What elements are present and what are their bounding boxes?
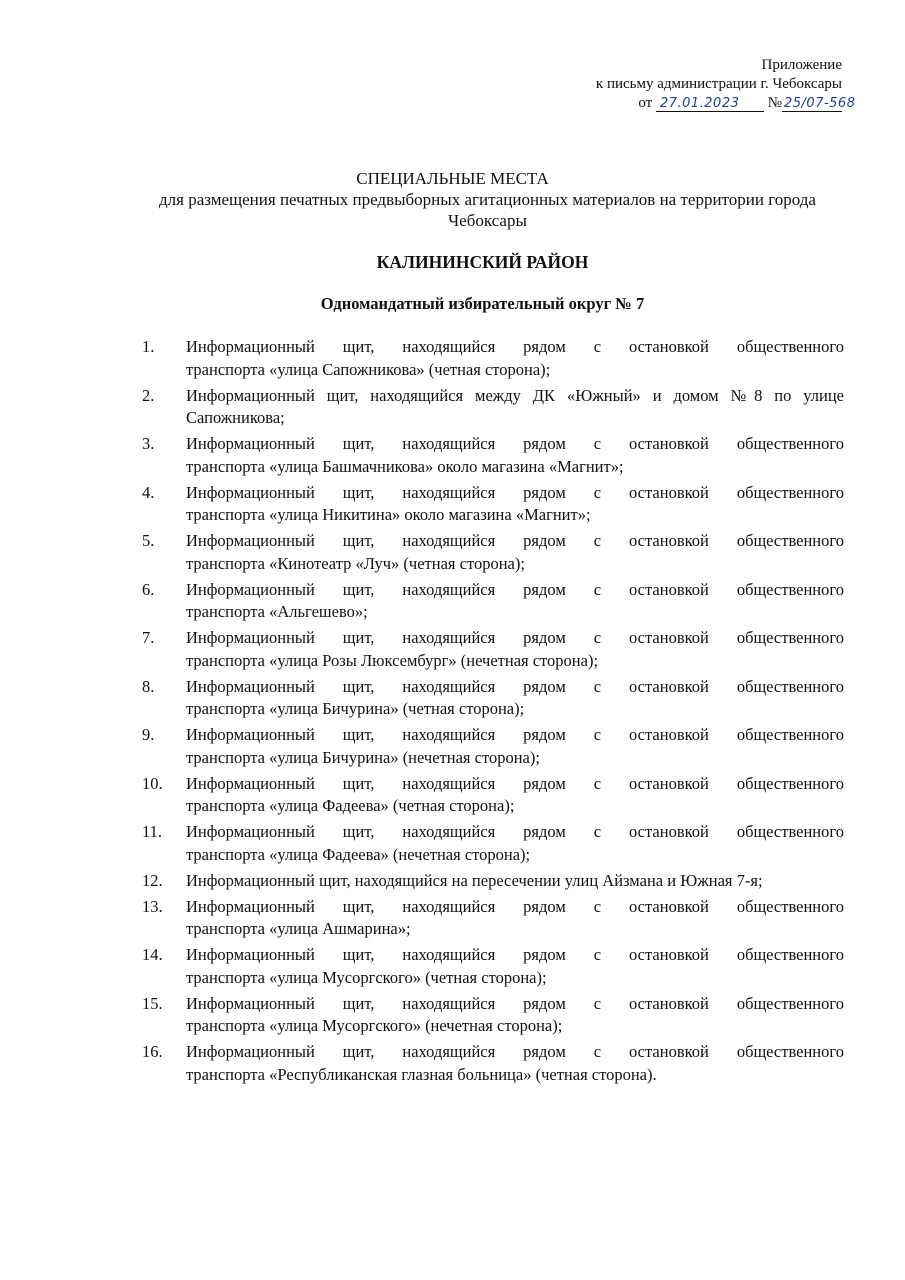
list-item-text-line1: Информационный щит, находящийся рядом с остановкой общественного [186, 725, 844, 744]
list-item [142, 993, 844, 1038]
list-item-text-line2: транспорта «улица Никитина» около магазина «Магнит»; [186, 505, 591, 524]
appendix-title: Приложение [761, 57, 842, 73]
list-item-number: 5. [142, 531, 155, 550]
list-item [142, 336, 844, 381]
appendix-block [595, 56, 856, 113]
list-item-text-line1: Информационный щит, находящийся рядом с остановкой общественного [186, 896, 844, 916]
list-item-text-line2: транспорта «улица Бичурина» (нечетная сторона); [186, 747, 540, 767]
list-item-text-line2: Сапожникова; [186, 408, 285, 427]
list-item [142, 676, 844, 721]
date-prefix: от [638, 95, 653, 111]
list-item-text-line2: транспорта «улица Башмачникова» около магазина «Магнит»; [186, 456, 624, 476]
list-item-text-line2: транспорта «улица Бичурина» (четная сторона); [186, 699, 525, 718]
list-item [142, 821, 844, 866]
list-item [142, 1041, 844, 1086]
number-prefix: № [767, 95, 782, 111]
list-item-number: 15. [142, 993, 163, 1013]
list-item-number: 9. [142, 725, 155, 744]
list-item-text-line2: транспорта «улица Фадеева» (четная сторона); [186, 796, 515, 815]
document-title: СПЕЦИАЛЬНЫЕ МЕСТА [356, 169, 549, 188]
handwritten-date: 27.01.2023 [656, 96, 764, 112]
list-item-number: 12. [142, 870, 163, 890]
list-item [142, 896, 844, 941]
appendix-letter-ref: к письму администрации г. Чебоксары [595, 76, 842, 92]
district-title: КАЛИНИНСКИЙ РАЙОН [376, 252, 589, 272]
list-item-number: 3. [142, 434, 155, 453]
list-item-text-line1: Информационный щит, находящийся рядом с остановкой общественного [186, 628, 844, 647]
list-item-number: 6. [142, 579, 155, 599]
list-item-text-line1: Информационный щит, находящийся на пересечении улиц Айзмана и Южная 7-я; [186, 870, 763, 890]
list-item-number: 16. [142, 1042, 163, 1061]
list-item-text-line1: Информационный щит, находящийся рядом с остановкой общественного [186, 993, 844, 1013]
list-item-number: 8. [142, 676, 155, 696]
list-item-number: 11. [142, 822, 163, 841]
list-item-number: 2. [142, 385, 155, 405]
document-heading [0, 168, 905, 231]
list-item [142, 773, 844, 818]
list-item-number: 1. [142, 337, 155, 356]
list-item-number: 13. [142, 896, 163, 916]
list-item-text-line1: Информационный щит, находящийся рядом с остановкой общественного [186, 531, 844, 550]
okrug-title: Одномандатный избирательный округ № 7 [320, 294, 645, 313]
list-item-text-line1: Информационный щит, находящийся рядом с остановкой общественного [186, 945, 844, 964]
list-item-text-line1: Информационный щит, находящийся между ДК «Южный» и домом №8 по улице [186, 385, 844, 405]
list-item [142, 627, 844, 672]
list-item-number: 4. [142, 482, 155, 502]
list-item-text-line2: транспорта «Альгешево»; [186, 602, 368, 621]
list-item-text-line1: Информационный щит, находящийся рядом с остановкой общественного [186, 676, 844, 696]
list-item [142, 530, 844, 575]
list-item [142, 482, 844, 527]
appendix-date-number [596, 94, 856, 113]
list-item-number: 14. [142, 945, 163, 964]
list-item [142, 944, 844, 989]
list-item-text-line1: Информационный щит, находящийся рядом с остановкой общественного [186, 482, 844, 502]
list-item-text-line2: транспорта «улица Ашмарина»; [186, 919, 411, 938]
list-item-text-line2: транспорта «улица Сапожникова» (четная сторона); [186, 359, 551, 379]
places-list [142, 336, 844, 1090]
list-item-text-line2: транспорта «Кинотеатр «Луч» (четная сторона); [186, 553, 525, 573]
list-item-text-line2: транспорта «улица Розы Люксембург» (нечетная сторона); [186, 650, 599, 670]
list-item-number: 10. [142, 773, 163, 793]
list-item-text-line1: Информационный щит, находящийся рядом с остановкой общественного [186, 822, 844, 841]
list-item-text-line1: Информационный щит, находящийся рядом с остановкой общественного [186, 337, 844, 356]
list-item [142, 385, 844, 430]
list-item-number: 7. [142, 628, 155, 647]
document-subtitle: для размещения печатных предвыборных агитационных материалов на территории города Чебоксары [159, 190, 816, 230]
list-item [142, 870, 844, 893]
list-item-text-line1: Информационный щит, находящийся рядом с остановкой общественного [186, 1042, 844, 1061]
list-item [142, 724, 844, 769]
handwritten-number: 25/07-568 [784, 96, 856, 111]
list-item-text-line2: транспорта «улица Мусоргского» (четная сторона); [186, 967, 547, 987]
list-item [142, 579, 844, 624]
list-item-text-line1: Информационный щит, находящийся рядом с остановкой общественного [186, 579, 844, 599]
list-item-text-line1: Информационный щит, находящийся рядом с остановкой общественного [186, 434, 844, 453]
list-item-text-line2: транспорта «улица Фадеева» (нечетная сторона); [186, 844, 531, 864]
list-item [142, 433, 844, 478]
list-item-text-line1: Информационный щит, находящийся рядом с остановкой общественного [186, 773, 844, 793]
list-item-text-line2: транспорта «улица Мусоргского» (нечетная сторона); [186, 1016, 563, 1035]
list-item-text-line2: транспорта «Республиканская глазная больница» (четная сторона). [186, 1064, 657, 1084]
